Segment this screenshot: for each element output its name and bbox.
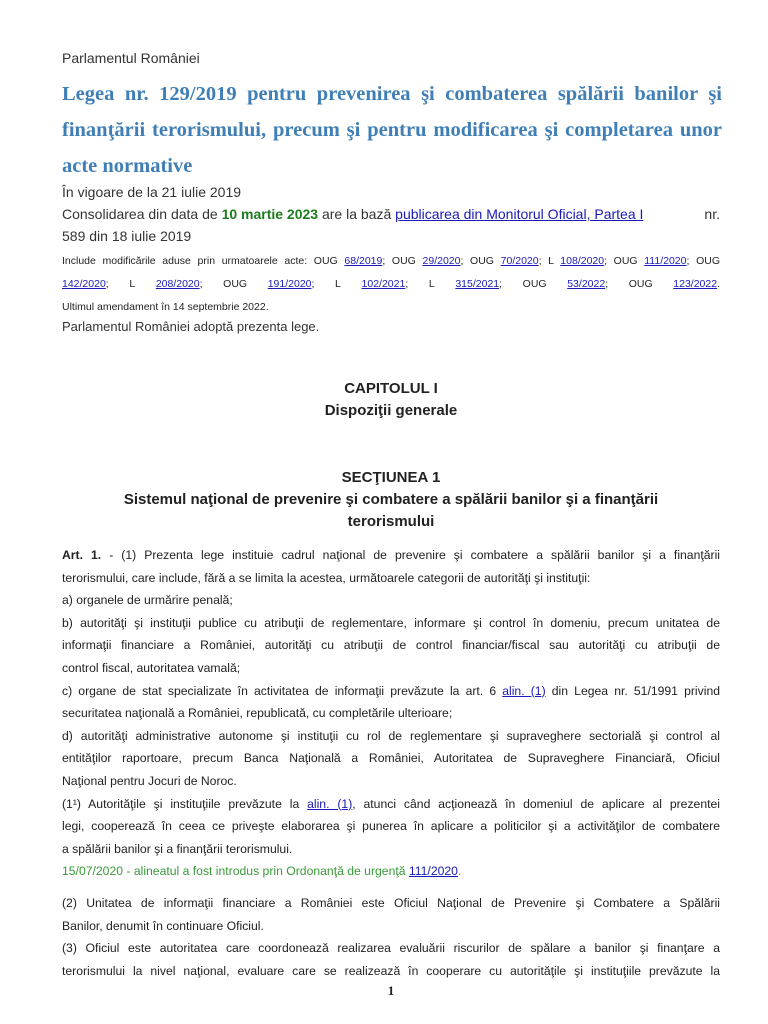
article-paragraph-3: (3) Oficiul este autoritatea care coordonează realizarea evaluării riscurilor de spălare a banilor şi finanţare a (62, 941, 720, 956)
article-label: Art. 1. (62, 548, 102, 562)
amendment-separator: ; L (538, 255, 561, 267)
adoption-statement: Parlamentul României adoptă prezenta lege. (62, 319, 320, 334)
article-paragraph-1-1: a spălării banilor şi a finanţării terorismului. (62, 841, 293, 856)
article-item-b: b) autorităţi şi instituţii publice cu atribuţii de reglementare, informare şi control în domeniu, precum unitatea de (62, 615, 720, 630)
amendment-separator: . (717, 278, 720, 290)
article-paragraph-line: Art. 1. - (1) Prezenta lege instituie cadrul naţional de prevenire şi combatere a spălării banilor şi a finanţării (62, 548, 720, 562)
article-item-b: informaţii financiare a României, autorităţi cu atribuţii de control financiar/fiscal sau autorităţi cu atribuţii de (62, 638, 720, 653)
consolidation-mid: are la bază (318, 206, 396, 222)
article-item-c: securitatea naţională a României, republicată, cu completările ulterioare; (62, 706, 453, 721)
amendment-act-link[interactable]: 111/2020 (644, 255, 687, 267)
page-number: 1 (387, 983, 395, 998)
amendment-separator: L (335, 278, 341, 290)
article-paragraph-1-1: (1¹) Autorităţile şi instituţiile prevăzute la alin. (1), atunci când acţionează în domeniul de aplicare al prezentei (62, 796, 720, 811)
section-name: Sistemul naţional de prevenire şi combatere a spălării banilor şi a finanţării (123, 491, 659, 508)
amendment-separator: ; (105, 278, 109, 290)
alin-1-link[interactable]: alin. (1) (502, 683, 546, 698)
chapter-label: CAPITOLUL I (344, 380, 438, 397)
amendment-separator: ; (499, 278, 503, 290)
amendment-token (362, 273, 409, 296)
article-item-d: Naţional pentru Jocuri de Noroc. (62, 773, 237, 788)
amendment-token (156, 273, 203, 296)
amendment-act-link[interactable]: 208/2020 (155, 278, 200, 290)
amendment-note: 15/07/2020 - alineatul a fost introdus prin Ordonanţă de urgenţă 111/2020. (62, 864, 462, 879)
monitor-oficial-link[interactable]: publicarea din Monitorul Oficial, Partea I (395, 206, 644, 222)
amendment-separator: L (129, 278, 136, 290)
article-item-b: control fiscal, autoritatea vamală; (62, 660, 241, 675)
spacer (62, 883, 720, 892)
article-item-d: entităţilor raportoare, precum Banca Naţională a României, Autoritatea de Supraveghere Financiară, Oficiul (62, 751, 720, 766)
law-title-line: acte normative (62, 155, 193, 177)
section-heading (62, 467, 720, 533)
amendment-separator: OUG (522, 278, 547, 290)
in-force-date: În vigoare de la 21 iulie 2019 (62, 184, 242, 200)
amendment-token (62, 273, 109, 296)
amendment-separator: ; (605, 278, 609, 290)
chapter-name: Dispoziţii generale (324, 402, 458, 419)
law-title-line: Legea nr. 129/2019 pentru prevenirea şi combaterea spălării banilor şi (62, 83, 722, 105)
amendment-act-link[interactable]: 68/2019 (344, 255, 383, 267)
amendment-act-link[interactable]: 70/2020 (500, 255, 539, 267)
amendment-token (268, 273, 315, 296)
law-title (62, 76, 722, 184)
amendment-separator: ; OUG (686, 255, 720, 267)
amendment-token (567, 273, 608, 296)
law-title-line: finanţării terorismului, precum şi pentru modificarea şi completarea unor (62, 119, 722, 141)
amendment-token (523, 273, 547, 296)
amendment-separator: OUG (628, 278, 653, 290)
article-paragraph-2: Banilor, denumit în continuare Oficiul. (62, 918, 264, 933)
oug-111-2020-link[interactable]: 111/2020 (408, 864, 458, 879)
amendment-separator: ; OUG (460, 255, 501, 267)
consolidation-line-2: 589 din 18 iulie 2019 (62, 228, 192, 244)
article-item-d: d) autorităţi administrative autonome şi instituţii cu rol de reglementare şi supraveghere sectorială şi control al (62, 728, 720, 743)
amendment-separator: ; (405, 278, 409, 290)
amendment-token (429, 273, 435, 296)
article-paragraph-3: terorismului la nivel naţional, evaluare care se realizează în cooperare cu autorităţile şi instituţiile prevăzute la (62, 963, 720, 978)
amendment-token (129, 273, 135, 296)
amendment-act-link[interactable]: 142/2020 (62, 278, 106, 290)
chapter-heading (62, 378, 720, 422)
amendment-separator: OUG (223, 278, 248, 290)
amendment-act-link[interactable]: 102/2021 (361, 278, 406, 290)
amendment-token (223, 273, 247, 296)
amendment-token (629, 273, 653, 296)
amendments-block (62, 250, 720, 319)
consolidation-prefix: Consolidarea din data de (62, 206, 222, 222)
amendment-act-link[interactable]: 123/2022 (673, 278, 718, 290)
amendment-separator: ; OUG (604, 255, 645, 267)
amendment-separator: ; (311, 278, 315, 290)
article-paragraph-2: (2) Unitatea de informaţii financiare a României este Oficiul Naţional de Prevenire şi Combatere a Spălării (62, 895, 720, 910)
amendment-separator: ; (199, 278, 203, 290)
alin-1-link[interactable]: alin. (1) (307, 796, 353, 811)
consolidation-line (62, 203, 720, 225)
section-name-continued: terorismului (347, 513, 435, 530)
amendment-act-link[interactable]: 53/2022 (567, 278, 606, 290)
consolidation-suffix: nr. (704, 206, 720, 222)
amendment-act-link[interactable]: 315/2021 (455, 278, 500, 290)
last-amendment: Ultimul amendament în 14 septembrie 2022. (62, 301, 269, 313)
amendments-intro: Include modificările aduse prin urmatoarele acte: OUG (62, 255, 345, 267)
article-paragraph-1-1: legi, cooperează în ceea ce priveşte elaborarea şi punerea în aplicare a politicilor şi a activităţilor de combatere (62, 819, 720, 834)
section-label: SECŢIUNEA 1 (341, 469, 441, 486)
issuer: Parlamentul României (62, 50, 200, 66)
amendment-token (673, 273, 720, 296)
consolidation-date: 10 martie 2023 (221, 206, 319, 222)
article-item-c: c) organe de stat specializate în activitatea de informaţii prevăzute la art. 6 alin. (1) din Legea nr. 51/1991 privind (62, 683, 721, 698)
article-paragraph-line: terorismului, care include, fără a se limita la acestea, următoarele categorii de autorităţi şi instituţii: (62, 570, 591, 585)
amendments-line (62, 250, 720, 273)
amendment-act-link[interactable]: 108/2020 (560, 255, 605, 267)
amendment-token (335, 273, 341, 296)
article-item-a: a) organele de urmărire penală; (62, 593, 233, 608)
amendments-line (62, 273, 720, 296)
amendment-act-link[interactable]: 29/2020 (422, 255, 461, 267)
amendment-separator: L (428, 278, 435, 290)
article-1 (62, 544, 720, 982)
amendment-separator: ; OUG (382, 255, 423, 267)
amendment-token (455, 273, 502, 296)
amendment-act-link[interactable]: 191/2020 (267, 278, 312, 290)
